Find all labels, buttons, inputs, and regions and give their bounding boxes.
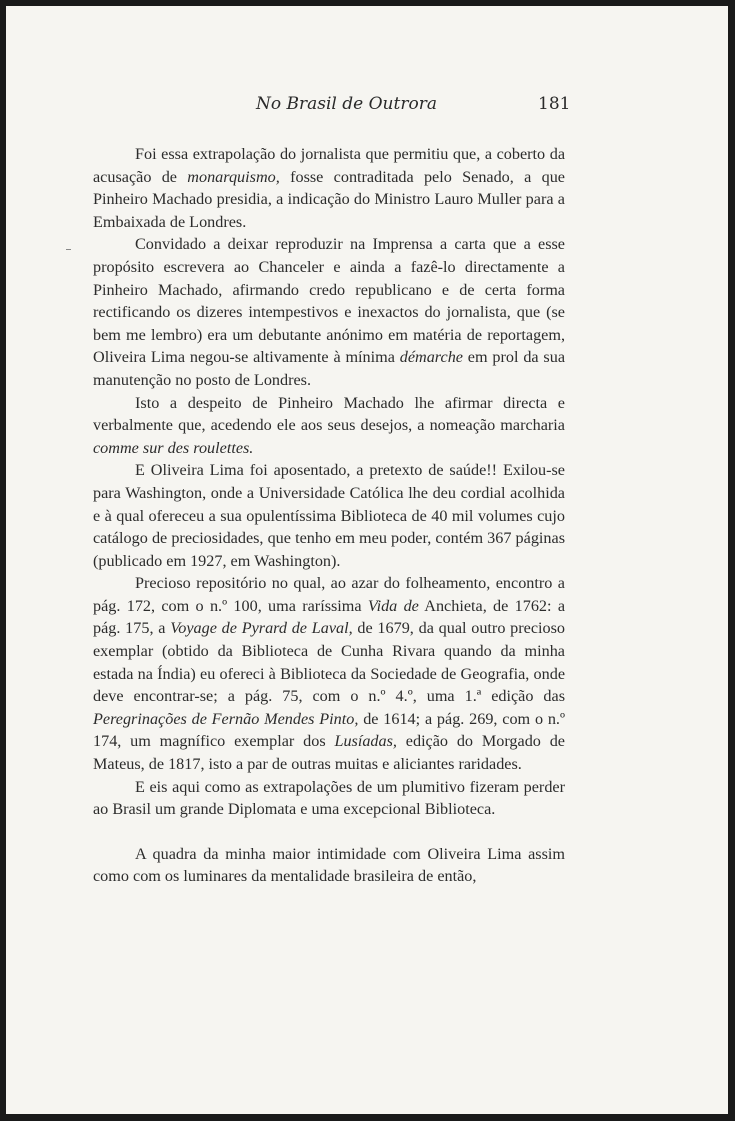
running-title: No Brasil de Outrora [256,94,437,114]
paragraph-7 [93,843,565,888]
page-header [6,94,728,120]
paragraph-5 [93,572,565,775]
text-run: edição do Morgado de Mateus, de 1817, isto a par de outras muitas e aliciantes raridades. [93,732,565,774]
text-run: de 1679, da qual outro precioso exemplar (obtido da Biblioteca de Cunha Rivara quando da minha estada na Índia) eu ofereci à Biblioteca da Sociedade de Geografia, onde deve encontrar-se; a pág. 75, com o n.º 4.º, uma 1.ª edição das [93,619,565,706]
italic-text: comme sur des roulettes. [93,438,254,457]
text-run: Precioso repositório no qual, ao azar do folheamento, encontro a pág. 172, com o n.º 100, uma raríssima [93,574,565,615]
text-run: Anchieta, de 1762: a pág. 175, a [93,596,566,638]
paragraph-3 [93,392,565,460]
text-run: Foi essa extrapolação do jornalista que permitiu que, a coberto da acusação de [93,145,565,186]
text-run: Isto a despeito de Pinheiro Machado lhe afirmar directa e verbalmente que, acedendo ele aos seus desejos, a nomeação marcharia [93,393,565,435]
text-run: A quadra da minha maior intimidade com Oliveira Lima assim como com os luminares da mentalidade brasileira de então, [93,844,565,886]
text-run: fosse contraditada pelo Senado, a que Pinheiro Machado presidia, a indicação do Ministro Lauro Muller para a Embaixada de Londres. [93,167,565,231]
italic-text: Lusíadas, [334,732,397,751]
paragraph-4 [93,459,565,572]
book-page [6,6,728,1114]
text-run: de 1614; a pág. 269, com o n.º 174, um magnífico exemplar dos [93,709,565,751]
italic-text: monarquismo, [187,167,280,186]
body-text [93,143,565,888]
italic-text: Vida de [367,596,419,615]
scan-speck [66,249,71,250]
text-run: em prol da sua manutenção no posto de Londres. [93,348,565,389]
text-run: E eis aqui como as extrapolações de um plumitivo fizeram perder ao Brasil um grande Diplomata e uma excepcional Biblioteca. [93,777,565,819]
italic-text: démarche [399,348,463,367]
italic-text: Peregrinações de Fernão Mendes Pinto, [93,709,359,728]
italic-text: Voyage de Pyrard de Laval, [170,619,353,638]
paragraph-2 [93,233,565,391]
paragraph-6 [93,776,565,821]
text-run: Convidado a deixar reproduzir na Imprensa a carta que a esse propósito escrevera ao Chanceler e ainda a fazê-lo directamente a Pinheiro Machado, afirmando credo republicano e de certa forma rectificando os dizeres intempestivos e inexactos do jornalista, que (se bem me lembro) era um debutante anónimo em matéria de reportagem, Oliveira Lima negou-se altivamente à mínima [93,235,565,367]
paragraph-1 [93,143,565,233]
text-run: E Oliveira Lima foi aposentado, a pretexto de saúde!! Exilou-se para Washington, onde a Universidade Católica lhe deu cordial acolhida e à qual ofereceu a sua opulentíssima Biblioteca de 40 mil volumes cujo catálogo de preciosidades, que tenho em meu poder, contém 367 páginas (publicado em 1927, em Washington). [93,461,565,570]
page-number: 181 [538,94,571,114]
